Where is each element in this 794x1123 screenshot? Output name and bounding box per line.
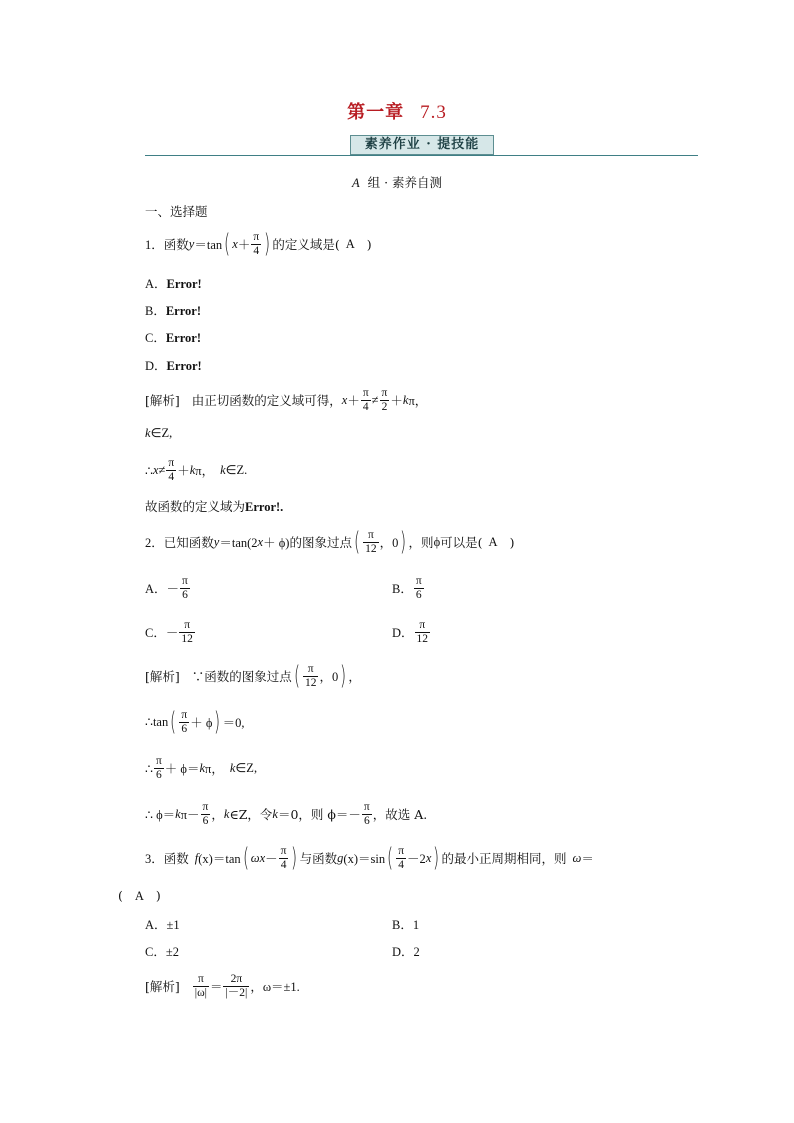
pi-over-4-fraction: $\frac{\pi}{4}$ <box>253 230 260 257</box>
q1-analysis-line2: k∈Z, <box>145 426 173 440</box>
banner-rule <box>145 155 698 156</box>
q1-option-c: C．Error! <box>145 331 202 345</box>
group-letter: A <box>351 176 360 190</box>
section-number: 7.3 <box>420 102 447 123</box>
q1-stem: 1． 函数 y ＝tan ( x ＋ $\frac{\pi}{4}$ ) 的定义域是( A ) <box>145 229 372 259</box>
q2-analysis-line4: ∴ ϕ＝ k π－ $\frac{\pi}{6}$ ， k ∈Z，令 k ＝0，则 ϕ＝－ $\frac{\pi}{6}$ ，故选 A. <box>145 800 428 827</box>
q2-answer: A <box>488 534 498 549</box>
q2-analysis-line2: ∴tan ( $\frac{\pi}{6}$ ＋ ϕ ) ＝0, <box>145 707 245 737</box>
section-banner: 素养作业 · 提技能 <box>350 135 494 155</box>
chapter-label: 第一章 <box>347 102 405 123</box>
q3-answer: A <box>134 889 144 903</box>
q1-option-d: D．Error! <box>145 359 202 373</box>
q3-answer-line: ( A ) <box>118 888 161 903</box>
q2-analysis-line3: ∴ $\frac{\pi}{6}$ ＋ ϕ＝ k π， k ∈Z, <box>145 754 258 781</box>
q2-option-c: C． － $\frac{\pi}{12}$ <box>145 618 193 645</box>
q2-option-d: D． $\frac{\pi}{12}$ <box>392 618 429 645</box>
q1-option-a: A．Error! <box>145 277 202 291</box>
q1-analysis-line3: ∴ x ≠ $\frac{\pi}{4}$ ＋ k π， k ∈Z. <box>145 456 248 483</box>
q3-option-c: C．±2 <box>145 945 179 959</box>
q3-analysis: [解析] $\frac{\pi}{|\omega|}$ ＝ $\frac{2\pi}{|-2|}$ ，ω＝±1. <box>145 972 300 999</box>
q3-option-a: A．±1 <box>145 918 180 932</box>
group-label: 组 · 素养自测 <box>367 175 443 190</box>
q1-option-b: B．Error! <box>145 304 202 318</box>
q2-option-b: B． $\frac{\pi}{6}$ <box>392 574 422 601</box>
q2-option-a: A． － $\frac{\pi}{6}$ <box>145 574 188 601</box>
q2-stem: 2． 已知函数 y ＝tan(2 x ＋ ϕ)的图象过点 ( $\frac{\pi}{12}$ ，0 ) ，则 ϕ 可以是( A ) <box>145 527 515 557</box>
q3-stem: 3． 函数 f (x)＝tan ( ωx － $\frac{\pi}{4}$ ) 与函数 g (x)＝sin ( $\frac{\pi}{4}$ －2 x ) 的最小正周期相同，则 ω ＝ <box>145 843 594 873</box>
section-heading: 一、选择题 <box>145 204 208 219</box>
q3-option-d: D．2 <box>392 945 420 959</box>
q2-analysis-line1: [解析] ∵函数的图象过点 ( $\frac{\pi}{12}$ ，0 ) ， <box>145 661 361 691</box>
q1-answer: A <box>345 236 355 251</box>
q1-conclusion: 故函数的定义域为Error!. <box>145 499 284 514</box>
analysis-tag: [解析] <box>145 393 180 408</box>
group-title <box>0 173 794 191</box>
chapter-title <box>0 98 794 124</box>
q3-option-b: B．1 <box>392 918 420 932</box>
q1-analysis-line1: [解析] 由正切函数的定义域可得， x ＋ $\frac{\pi}{4}$ ≠ $\frac{\pi}{2}$ ＋ k π， <box>145 386 428 413</box>
